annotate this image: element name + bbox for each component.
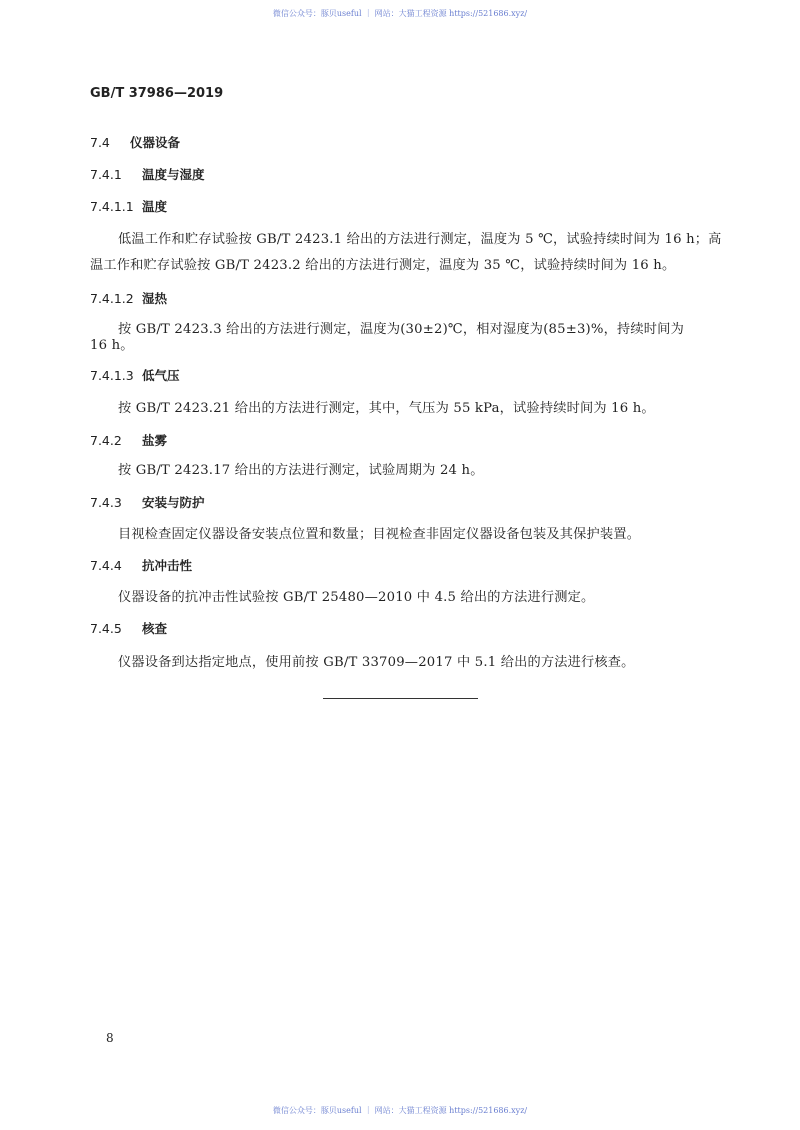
paragraph-line: 按 GB/T 2423.3 给出的方法进行测定，温度为(30±2)℃，相对湿度为(85±3)%，持续时间为 — [118, 322, 684, 337]
section-number: 7.4.1.3 — [90, 368, 134, 383]
section-title: 温度 — [142, 199, 168, 214]
standard-number: GB/T 37986—2019 — [90, 86, 224, 101]
section-heading — [90, 556, 192, 574]
section-heading — [90, 431, 167, 449]
section-heading — [90, 619, 167, 637]
section-title: 抗冲击性 — [142, 558, 193, 573]
paragraph-line: 温工作和贮存试验按 GB/T 2423.2 给出的方法进行测定，温度为 35 ℃，试验持续时间为 16 h。 — [90, 258, 676, 273]
section-heading — [90, 289, 167, 307]
section-heading — [90, 197, 167, 215]
section-number: 7.4.3 — [90, 495, 122, 510]
section-heading — [90, 133, 180, 151]
paragraph-line: 按 GB/T 2423.17 给出的方法进行测定，试验周期为 24 h。 — [118, 463, 484, 478]
paragraph-line: 按 GB/T 2423.21 给出的方法进行测定，其中，气压为 55 kPa，试验持续时间为 16 h。 — [118, 401, 655, 416]
page-number: 8 — [106, 1031, 114, 1045]
section-number: 7.4 — [90, 135, 110, 150]
paragraph-line: 目视检查固定仪器设备安装点位置和数量；目视检查非固定仪器设备包装及其保护装置。 — [118, 527, 641, 542]
section-title: 盐雾 — [142, 433, 168, 448]
section-heading — [90, 493, 205, 511]
section-number: 7.4.1 — [90, 167, 122, 182]
paragraph-line: 16 h。 — [90, 338, 134, 353]
section-number: 7.4.5 — [90, 621, 122, 636]
section-number: 7.4.1.2 — [90, 291, 134, 306]
section-title: 核查 — [142, 621, 168, 636]
section-number: 7.4.1.1 — [90, 199, 134, 214]
section-heading — [90, 165, 205, 183]
section-heading — [90, 366, 180, 384]
paragraph-line: 仪器设备的抗冲击性试验按 GB/T 25480—2010 中 4.5 给出的方法进行测定。 — [118, 590, 595, 605]
watermark-top: 微信公众号：豚贝useful ｜ 网站：大猫工程资源 https://521686.xyz/ — [272, 9, 528, 18]
section-title: 仪器设备 — [130, 135, 181, 150]
section-title: 安装与防护 — [142, 495, 205, 510]
section-title: 温度与湿度 — [142, 167, 205, 182]
paragraph-line: 低温工作和贮存试验按 GB/T 2423.1 给出的方法进行测定，温度为 5 ℃，试验持续时间为 16 h；高 — [118, 232, 722, 247]
section-title: 湿热 — [142, 291, 168, 306]
paragraph-line: 仪器设备到达指定地点，使用前按 GB/T 33709—2017 中 5.1 给出的方法进行核查。 — [118, 655, 635, 670]
end-rule — [323, 698, 478, 699]
watermark-bottom: 微信公众号：豚贝useful ｜ 网站：大猫工程资源 https://521686.xyz/ — [272, 1106, 528, 1115]
section-number: 7.4.2 — [90, 433, 122, 448]
section-title: 低气压 — [142, 368, 180, 383]
section-number: 7.4.4 — [90, 558, 122, 573]
